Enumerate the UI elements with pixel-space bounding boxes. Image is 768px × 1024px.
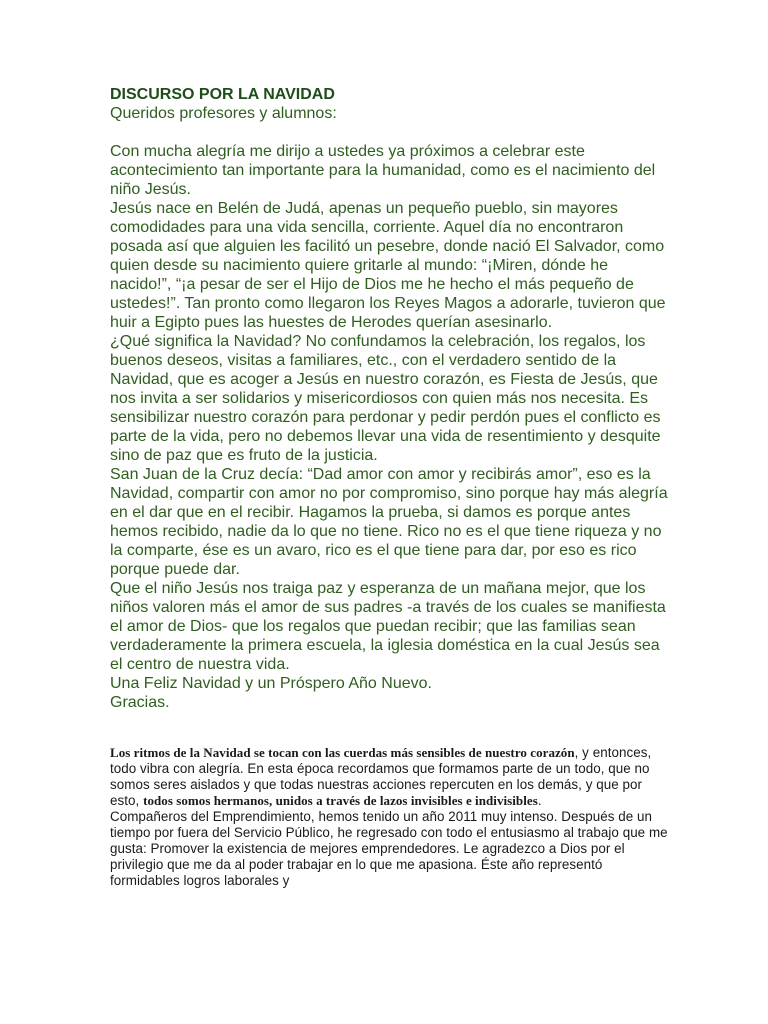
speech-paragraph-5: Que el niño Jesús nos traiga paz y esperanza de un mañana mejor, que los niños valoren más el amor de sus padres -a través de los cuales se manifiesta el amor de Dios- que los regalos que puedan recibir; que las familias sean verdaderamente la primera escuela, la iglesia doméstica en la cual Jesús sea el centro de nuestra vida. bbox=[110, 580, 666, 673]
bold-phrase-brothers: todos somos hermanos, unidos a través de lazos invisibles e indivisibles bbox=[143, 793, 538, 808]
speech-paragraph-3: ¿Qué significa la Navidad? No confundamos la celebración, los regalos, los buenos deseos, visitas a familiares, etc., con el verdadero sentido de la Navidad, que es acoger a Jesús en nuestro corazón, es Fiesta de Jesús, que nos invita a ser solidarios y misericordiosos con quien más nos necesita. Es sensibilizar nuestro corazón para perdonar y pedir perdón pues el conflicto es parte de la vida, pero no debemos llevar una vida de resentimiento y desquite sino de paz que es fruto de la justicia. bbox=[110, 333, 661, 464]
bold-phrase-rhythms: Los ritmos de la Navidad se tocan con las cuerdas más sensibles de nuestro corazón bbox=[110, 745, 575, 760]
speech-body bbox=[110, 142, 670, 712]
second-paragraph-2: Compañeros del Emprendimiento, hemos tenido un año 2011 muy intenso. Después de un tiempo por fuera del Servicio Público, he regresado con todo el entusiasmo al trabajo que me gusta: Promover la existencia de mejores emprendedores. Le agradezco a Dios por el privilegio que me da al poder trabajar en lo que me apasiona. Éste año representó formidables logros laborales y bbox=[110, 809, 668, 888]
second-paragraph-1 bbox=[110, 745, 670, 809]
speech-paragraph-1: Con mucha alegría me dirijo a ustedes ya próximos a celebrar este acontecimiento tan importante para la humanidad, como es el nacimiento del niño Jesús. bbox=[110, 143, 656, 198]
speech-title: DISCURSO POR LA NAVIDAD bbox=[110, 86, 335, 103]
paragraph-1-middle: , y entonces, todo vibra con alegría. En esta época recordamos que formamos parte de un todo, que no somos seres aislados y que todas nuestras acciones repercuten en los demás, y que por esto, bbox=[110, 745, 652, 808]
speech-greeting: Queridos profesores y alumnos: bbox=[110, 105, 337, 122]
speech-thanks: Gracias. bbox=[110, 694, 170, 711]
second-text-section bbox=[110, 745, 670, 889]
speech-paragraph-4: San Juan de la Cruz decía: “Dad amor con amor y recibirás amor”, eso es la Navidad, compartir con amor no por compromiso, sino porque hay más alegría en el dar que en el recibir. Hagamos la prueba, si damos es porque antes hemos recibido, nadie da lo que no tiene. Rico no es el que tiene riqueza y no la comparte, ése es un avaro, rico es el que tiene para dar, por eso es rico porque puede dar. bbox=[110, 466, 668, 578]
document-page bbox=[110, 85, 670, 889]
paragraph-1-end: . bbox=[537, 793, 542, 808]
speech-paragraph-2: Jesús nace en Belén de Judá, apenas un pequeño pueblo, sin mayores comodidades para una vida sencilla, corriente. Aquel día no encontraron posada así que alguien les facilitó un pesebre, donde nació El Salvador, como quien desde su nacimiento quiere gritarle al mundo: “¡Miren, dónde he nacido!”, “¡a pesar de ser el Hijo de Dios me he hecho el más pequeño de ustedes!”. Tan pronto como llegaron los Reyes Magos a adorarle, tuvieron que huir a Egipto pues las huestes de Herodes querían asesinarlo. bbox=[110, 200, 666, 331]
speech-closing-wish: Una Feliz Navidad y un Próspero Año Nuevo. bbox=[110, 675, 432, 692]
